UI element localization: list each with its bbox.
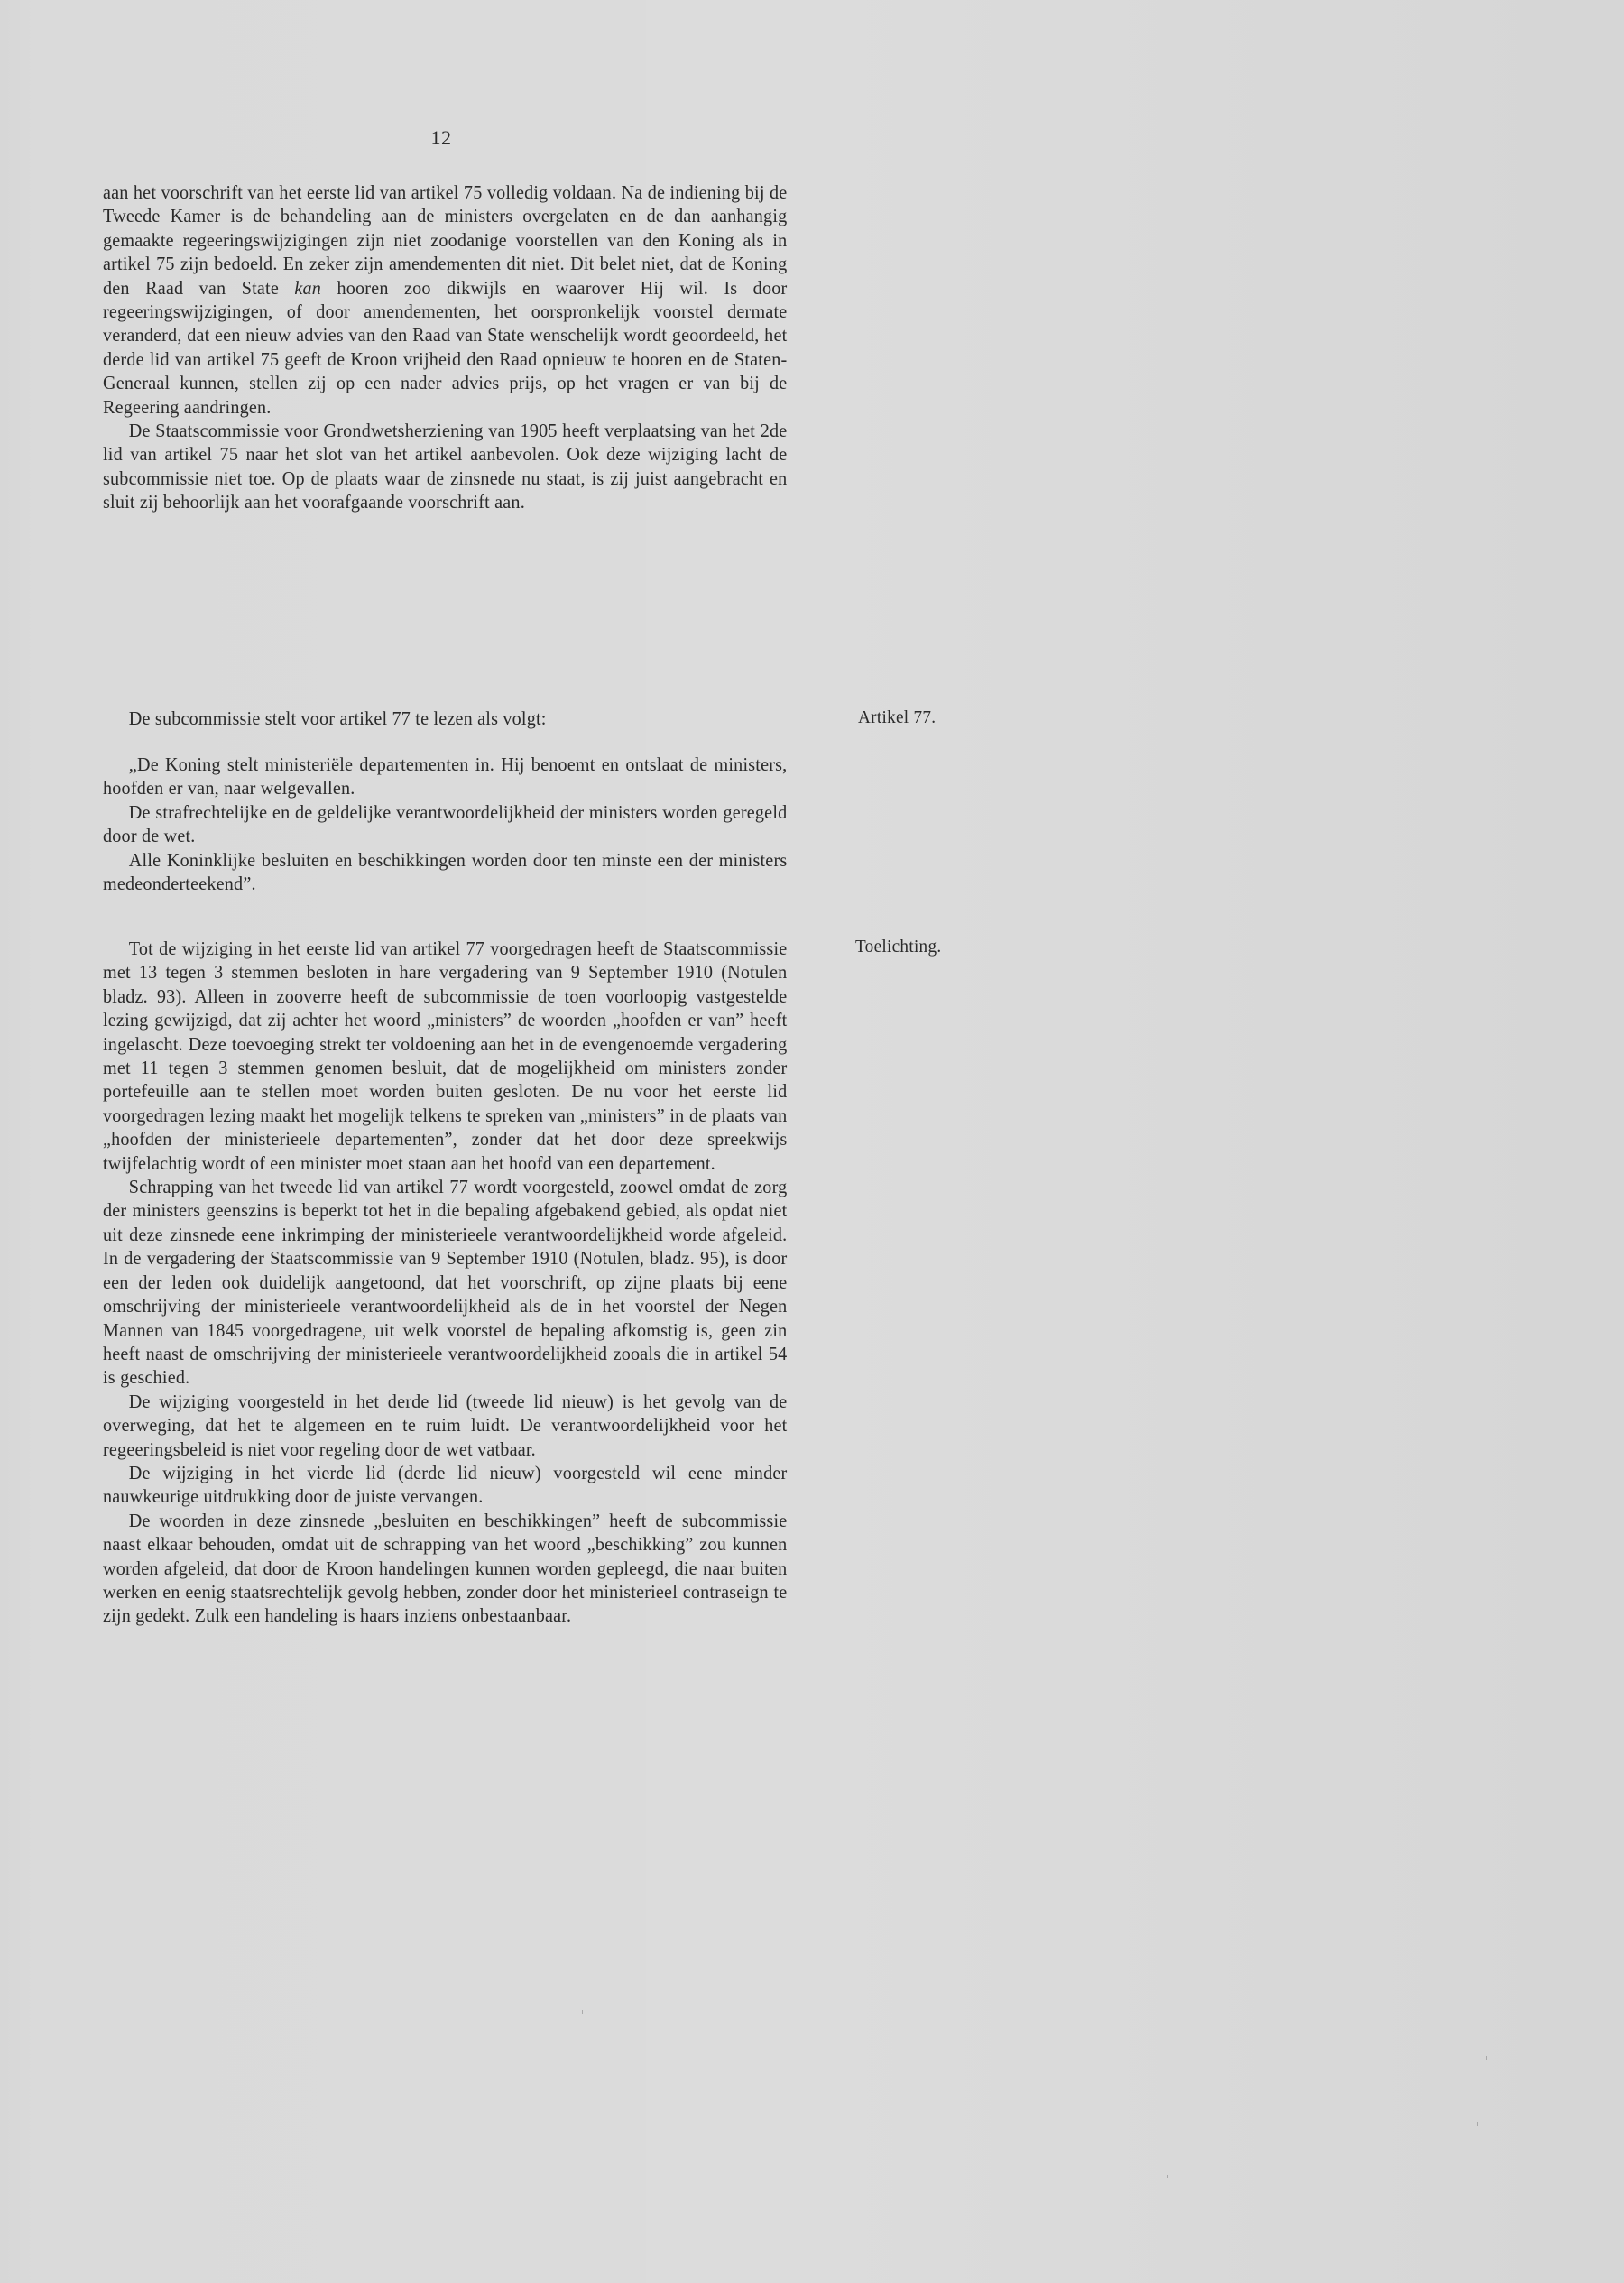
paragraph-text: aan het voorschrift van het eerste lid van artikel 75 volledig voldaan. Na de indiening bij de Tweede Kamer is de behandeling aan de ministers overgelaten en de dan aanhangig gemaakte regeeringswijzigingen zijn niet zoodanige voorstellen van den Koning als in artikel 75 zijn bedoeld. En zeker zijn amendementen dit niet. Dit belet niet, dat de Koning den Raad van State: [103, 181, 788, 299]
margin-note-toelichting: Toelichting.: [855, 937, 942, 957]
paper-speck: [1167, 2175, 1168, 2178]
proposed-paragraph: „De Koning stelt ministeriële departementen in. Hij benoemt en ontslaat de ministers, hoofden er van, naar welgevallen.: [103, 753, 788, 800]
explanation-paragraph: De woorden in deze zinsnede „besluiten en beschikkingen” heeft de subcommissie naast elkaar behouden, omdat uit de schrapping van het woord „beschikking” zou kunnen worden afgeleid, dat door de Kroon handelingen kunnen worden gepleegd, die naar buiten werken en eenig staatsrechtelijk gevolg hebben, zonder door het ministerieel contraseign te zijn gedekt. Zulk een handeling is haars inziens onbestaanbaar.: [103, 1509, 788, 1627]
page-number: 12: [430, 126, 452, 149]
paper-speck: [582, 2010, 583, 2014]
article-77-intro: [103, 707, 787, 730]
paragraph: De Staatscommissie voor Grondwetsherziening van 1905 heeft verplaatsing van het 2de lid van artikel 75 naar het slot van het artikel aanbevolen. Ook deze wijziging lacht de subcommissie niet toe. Op de plaats waar de zinsnede nu staat, is zij juist aangebracht en sluit zij behoorlijk aan het voorafgaande voorschrift aan.: [103, 420, 788, 513]
paper-speck: [1477, 2122, 1478, 2126]
intro-line: De subcommissie stelt voor artikel 77 te lezen als volgt:: [128, 707, 547, 729]
explanation-paragraph: De wijziging in het vierde lid (derde lid nieuw) voorgesteld wil eene minder nauwkeurige uitdrukking door de juiste vervangen.: [103, 1461, 788, 1508]
explanation-paragraph: Tot de wijziging in het eerste lid van artikel 77 voorgedragen heeft de Staatscommissie met 13 tegen 3 stemmen besloten in hare vergadering van 9 September 1910 (Notulen bladz. 93). Alleen in zooverre heeft de subcommissie de toen voorloopig vastgestelde lezing gewijzigd, dat zij achter het woord „ministers” de woorden „hoofden er van” heeft ingelascht. Deze toevoeging strekt ter voldoening aan het in de evengenoemde vergadering met 11 tegen 3 stemmen genomen besluit, dat de mogelijkheid om ministers zonder portefeuille aan te stellen moet worden buiten gesloten. De nu voor het eerste lid voorgedragen lezing maakt het mogelijk telkens te spreken van „ministers” in de plaats van „hoofden der ministerieele departementen”, zonder dat het door deze spreekwijs twijfelachtig wordt of een minister moet staan aan het hoofd van een departement.: [103, 938, 788, 1174]
paragraph-text: hooren zoo dikwijls en waarover Hij wil. Is door regeeringswijzigingen, of door amendementen, het oorspronkelijk voorstel dermate veranderd, dat een nieuw advies van den Raad van State wenschelijk wordt geoordeeld, het derde lid van artikel 75 geeft de Kroon vrijheid den Raad opnieuw te hooren en de Staten-Generaal kunnen, stellen zij op een nader advies prijs, op het vragen er van bij de Regeering aandringen.: [103, 276, 788, 418]
article-77-proposed-text: [103, 753, 787, 895]
explanation-paragraph: Schrapping van het tweede lid van artikel 77 wordt voorgesteld, zoowel omdat de zorg der ministers geenszins is beperkt tot het in die bepaling afgebakend gebied, als opdat niet uit deze zinsnede eene inkrimping der ministerieele verantwoordelijkheid worde afgeleid. In de vergadering der Staatscommissie van 9 September 1910 (Notulen, bladz. 95), is door een der leden ook duidelijk aangetoond, dat het voorschrift, op zijne plaats bij eene omschrijving der ministerieele verantwoordelijkheid als de in het voorstel der Negen Mannen van 1845 voorgedragene, uit welk voorstel de bepaling afkomstig is, geen zin heeft naast de omschrijving der ministerieele verantwoordelijkheid zooals die in artikel 54 is geschied.: [103, 1176, 788, 1389]
explanation-section: [103, 937, 787, 1628]
explanation-paragraph: De wijziging voorgesteld in het derde lid (tweede lid nieuw) is het gevolg van de overweging, dat het te algemeen en te ruim luidt. De verantwoordelijkheid voor het regeeringsbeleid is niet voor regeling door de wet vatbaar.: [103, 1390, 788, 1460]
paper-speck: [1486, 2056, 1487, 2060]
section-continuation: [103, 180, 787, 514]
proposed-paragraph: De strafrechtelijke en de geldelijke verantwoordelijkheid der ministers worden geregeld door de wet.: [103, 800, 788, 847]
paragraph: [103, 180, 787, 419]
margin-note-artikel-77: Artikel 77.: [858, 707, 937, 727]
proposed-paragraph: Alle Koninklijke besluiten en beschikkingen worden door ten minste een der ministers medeonderteekend”.: [103, 848, 788, 895]
italic-word: kan: [294, 276, 322, 299]
